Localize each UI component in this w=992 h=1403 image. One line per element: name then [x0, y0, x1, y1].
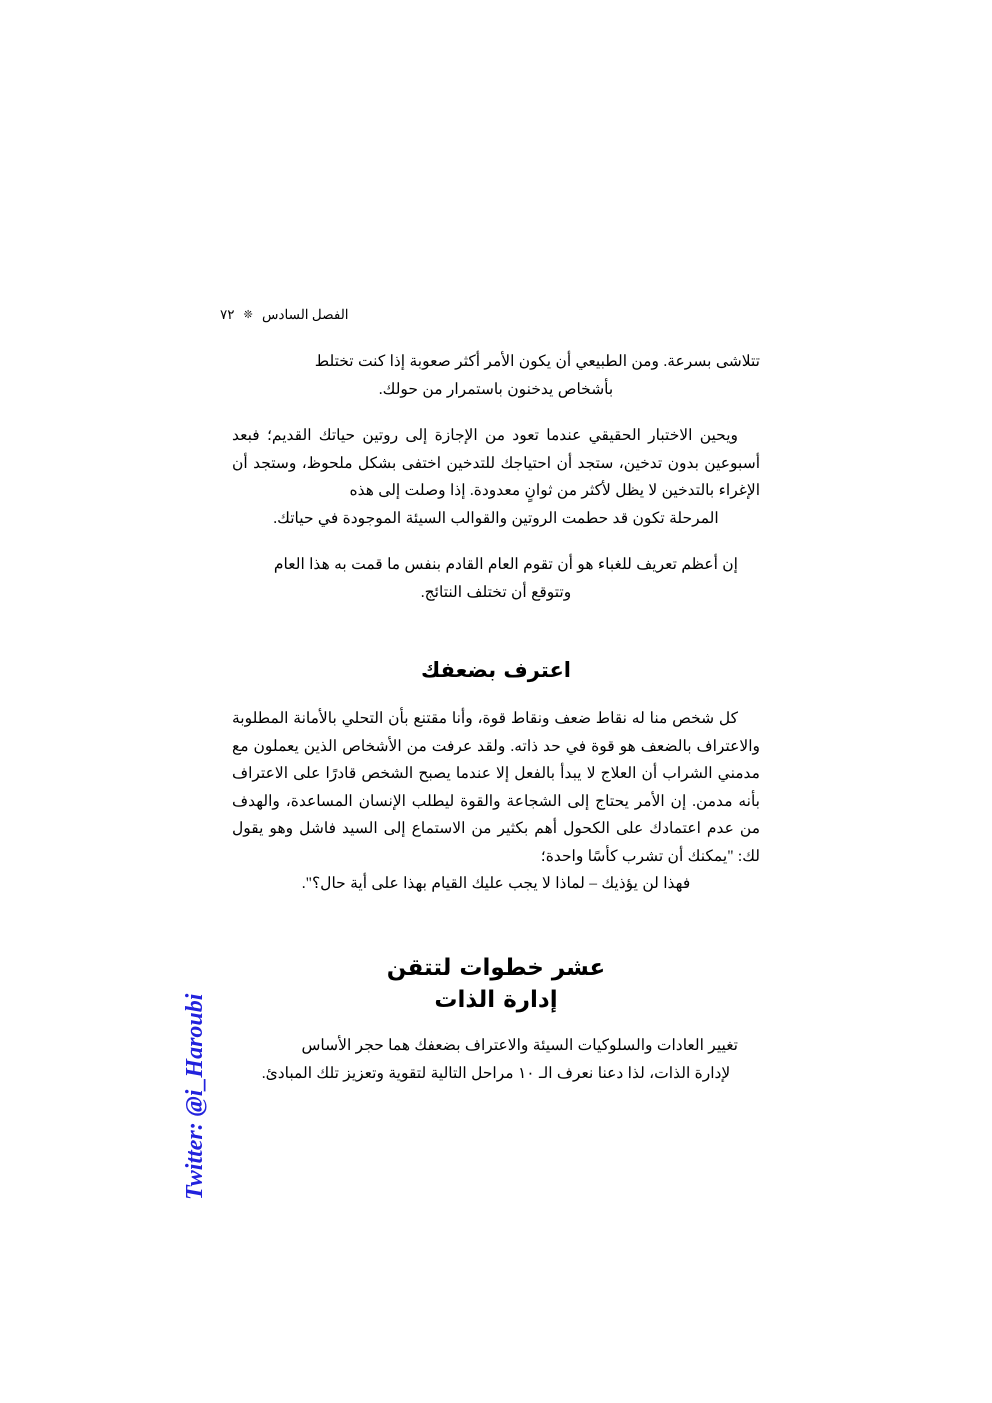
paragraph-2-text: ويحين الاختبار الحقيقي عندما تعود من الإجازة إلى روتين حياتك القديم؛ فبعد أسبوعين بدون تدخين، ستجد أن احتياجك للتدخين اختفى بشكل ملحوظ، وستجد أن الإغراء بالتدخين لا يظل لأكثر من ثوانٍ معدودة. إذا وصلت إلى هذه [232, 427, 760, 499]
steps-paragraph-1 [232, 1032, 760, 1087]
heading-block-steps [232, 952, 760, 1016]
watermark-text: Twitter: @i_Haroubi [182, 993, 208, 1200]
heading-block-admit [232, 655, 760, 685]
paragraph-3-text: إن أعظم تعريف للغباء هو أن تقوم العام القادم بنفس ما قمت به هذا العام [273, 556, 738, 573]
paragraph-3 [232, 551, 760, 606]
paragraph-2-tail: المرحلة تكون قد حطمت الروتين والقوالب السيئة الموجودة في حياتك. [273, 509, 719, 527]
paragraph-3-tail: وتتوقع أن تختلف النتائج. [420, 583, 572, 601]
steps-paragraph-1-text: تغيير العادات والسلوكيات السيئة والاعتراف بضعفك هما حجر الأساس [301, 1037, 738, 1054]
paragraph-1-text: تتلاشى بسرعة. ومن الطبيعي أن يكون الأمر أكثر صعوبة إذا كنت تختلط [314, 353, 760, 370]
running-head [220, 307, 760, 323]
steps-paragraph-1-tail: لإدارة الذات، لذا دعنا نعرف الـ ١٠ مراحل التالية لتقوية وتعزيز تلك المبادئ. [261, 1064, 731, 1082]
paragraph-continuation [232, 348, 760, 403]
admit-paragraph-block [232, 705, 760, 917]
page-number: ٧٢ [220, 307, 235, 322]
running-head-inner [220, 307, 349, 323]
watermark [180, 720, 220, 1200]
running-head-chapter-label: الفصل السادس [262, 307, 349, 322]
paragraph-2 [232, 422, 760, 532]
section-heading-steps-line-2: إدارة الذات [434, 987, 558, 1013]
paragraph-1-tail: بأشخاص يدخنون باستمرار من حولك. [378, 380, 614, 398]
ornament-icon: ❊ [243, 309, 254, 321]
intro-paragraph-block [232, 348, 760, 625]
section-heading-admit: اعترف بضعفك [421, 658, 571, 682]
section-heading-steps [232, 952, 760, 1016]
admit-paragraph-1 [232, 705, 760, 898]
admit-paragraph-1-tail: فهذا لن يؤذيك – لماذا لا يجب عليك القيام بهذا على أية حال؟". [301, 875, 691, 892]
admit-paragraph-1-text: كل شخص منا له نقاط ضعف ونقاط قوة، وأنا مقتنع بأن التحلي بالأمانة المطلوبة والاعتراف بالضعف هو قوة في حد ذاته. ولقد عرفت من الأشخاص الذين يعملون مع مدمني الشراب أن العلاج لا يبدأ بالفعل إلا عندما يصبح الشخص قادرًا على الاعتراف بأنه مدمن. إن الأمر يحتاج إلى الشجاعة والقوة ليطلب الإنسان المساعدة، والهدف من عدم اعتمادك على الكحول أهم بكثير من الاستماع إلى السيد فاشل وهو يقول لك: "يمكنك أن تشرب كأسًا واحدة؛ [232, 710, 760, 865]
section-heading-steps-line-1: عشر خطوات لتتقن [386, 955, 606, 981]
steps-paragraph-block [232, 1032, 760, 1106]
